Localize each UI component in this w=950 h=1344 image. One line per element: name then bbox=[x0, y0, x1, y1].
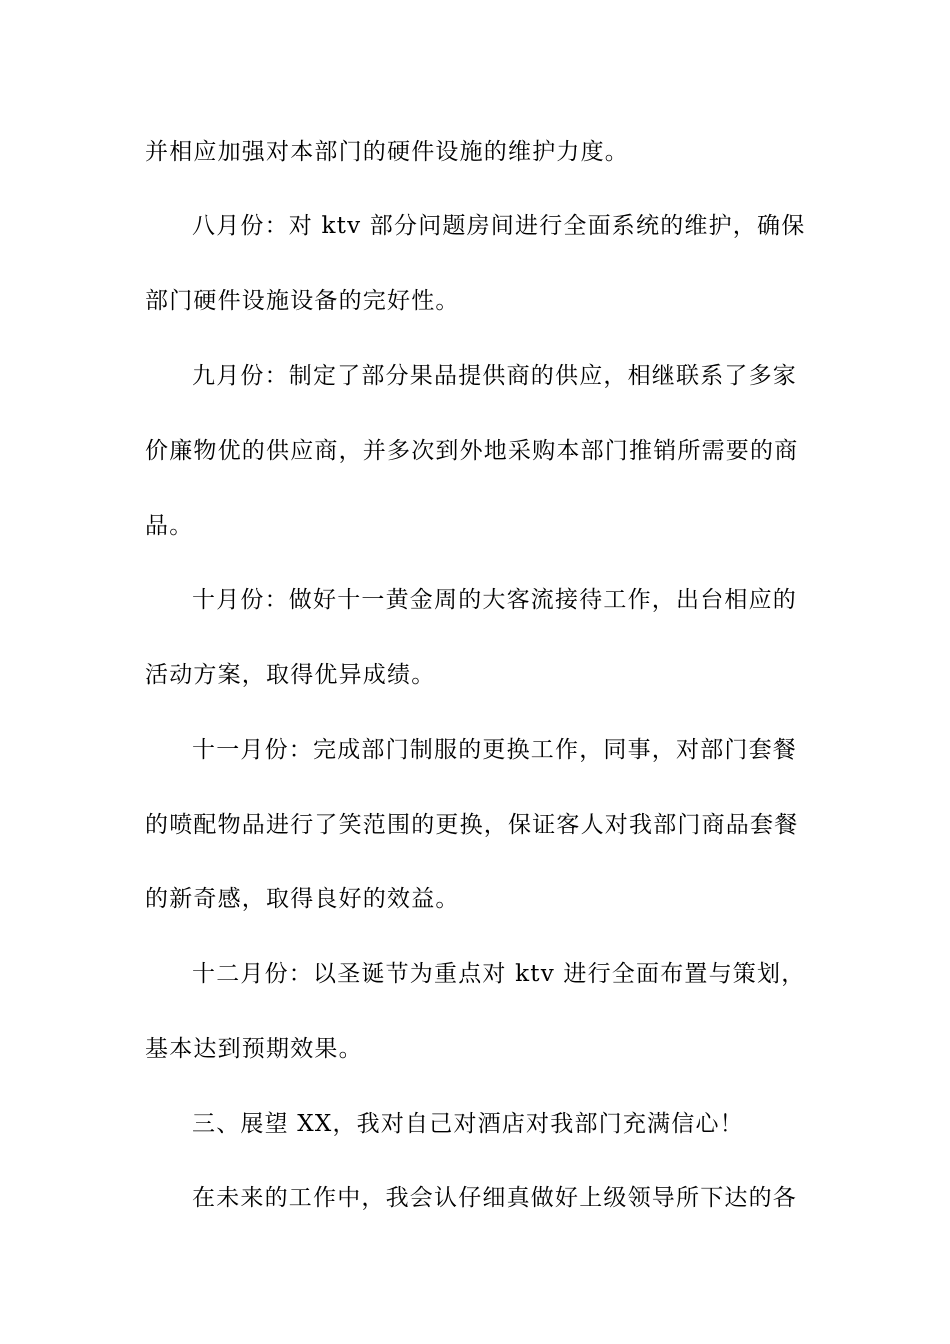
text-line: 的新奇感，取得良好的效益。 bbox=[145, 886, 460, 912]
paragraph-august: 八月份：对 ktv 部分问题房间进行全面系统的维护，确保 bbox=[192, 213, 806, 239]
text-line: 并相应加强对本部门的硬件设施的维护力度。 bbox=[145, 139, 629, 165]
text-line: 活动方案，取得优异成绩。 bbox=[145, 662, 436, 688]
paragraph-november: 十一月份：完成部门制服的更换工作，同事，对部门套餐 bbox=[192, 737, 797, 763]
paragraph-future: 在未来的工作中，我会认仔细真做好上级领导所下达的各 bbox=[192, 1185, 797, 1211]
section-heading-outlook: 三、展望 XX，我对自己对酒店对我部门充满信心！ bbox=[192, 1111, 744, 1137]
text-line: 基本达到预期效果。 bbox=[145, 1036, 363, 1062]
text-line: 品。 bbox=[145, 513, 194, 539]
text-line: 部门硬件设施设备的完好性。 bbox=[145, 288, 460, 314]
paragraph-september: 九月份：制定了部分果品提供商的供应，相继联系了多家 bbox=[192, 363, 797, 389]
text-line: 价廉物优的供应商，并多次到外地采购本部门推销所需要的商 bbox=[145, 438, 799, 464]
text-line: 的喷配物品进行了笑范围的更换，保证客人对我部门商品套餐 bbox=[145, 812, 799, 838]
paragraph-december: 十二月份：以圣诞节为重点对 ktv 进行全面布置与策划， bbox=[192, 961, 806, 987]
paragraph-october: 十月份：做好十一黄金周的大客流接待工作，出台相应的 bbox=[192, 587, 797, 613]
